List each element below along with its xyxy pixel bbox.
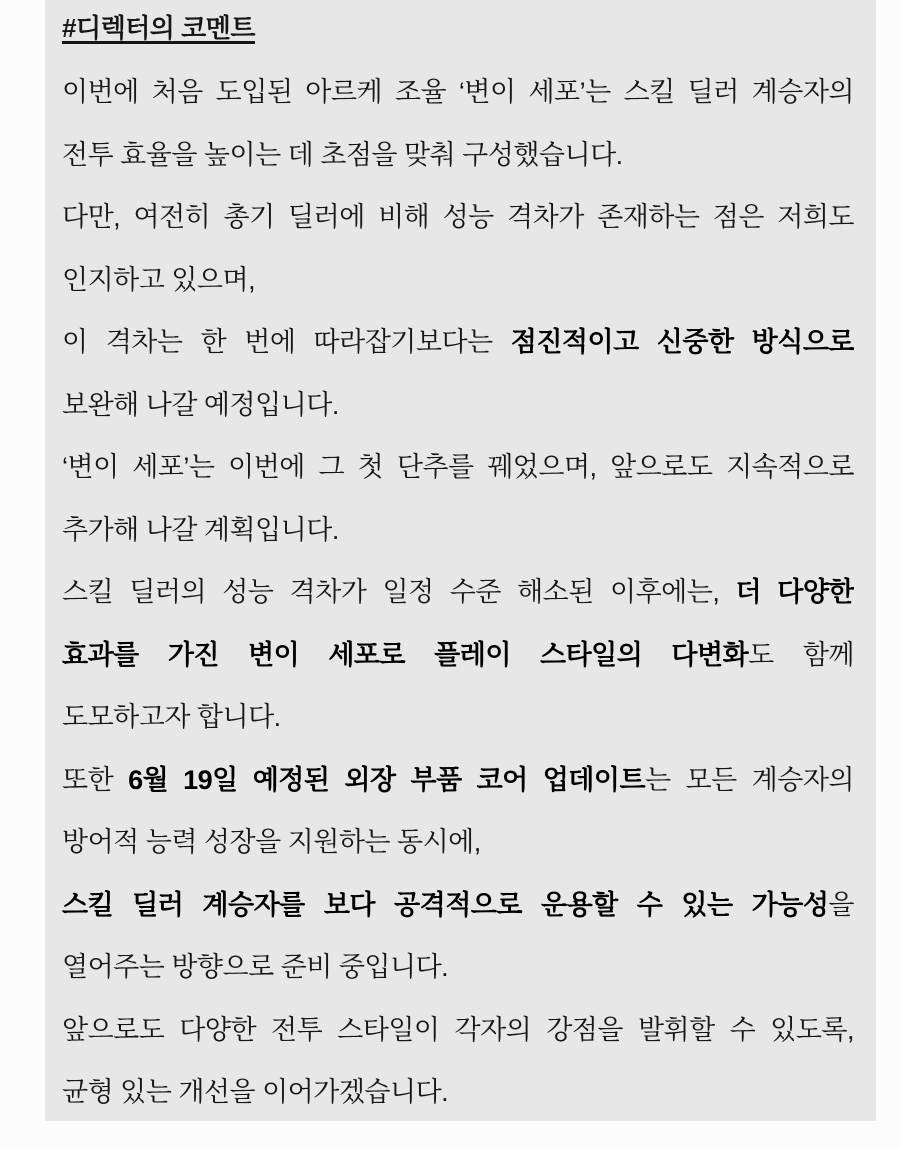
bold-text-segment: 더 다양한 <box>735 577 854 607</box>
comment-body <box>62 61 854 1121</box>
comment-line <box>62 249 854 312</box>
text-segment: 도 함께 <box>748 639 854 670</box>
comment-line <box>62 624 854 687</box>
comment-line <box>62 311 854 374</box>
text-segment: 앞으로도 다양한 전투 스타일이 각자의 강점을 발휘할 수 있도록, <box>62 1014 854 1045</box>
text-segment: 전투 효율을 높이는 데 초점을 맞춰 구성했습니다. <box>62 139 623 170</box>
bold-text-segment: 점진적이고 신중한 방식으로 <box>510 327 854 357</box>
directors-comment-panel <box>45 0 876 1121</box>
text-segment: 스킬 딜러의 성능 격차가 일정 수준 해소된 이후에는, <box>62 577 736 607</box>
text-segment: ‘변이 세포’는 이번에 그 첫 단추를 꿰었으며, 앞으로도 지속적으로 <box>62 452 854 482</box>
comment-line <box>62 811 854 874</box>
text-segment: 방어적 능력 성장을 지원하는 동시에, <box>62 827 481 857</box>
comment-line <box>62 686 854 749</box>
text-segment: 을 <box>828 889 854 920</box>
text-segment: 열어주는 방향으로 준비 중입니다. <box>62 952 449 982</box>
bold-text-segment: 스킬 딜러 계승자를 보다 공격적으로 운용할 수 있는 가능성 <box>62 889 829 920</box>
text-segment: 추가해 나갈 계획입니다. <box>62 514 339 545</box>
text-segment: 도모하고자 합니다. <box>62 702 281 732</box>
comment-line <box>62 999 854 1062</box>
comment-line <box>62 874 854 937</box>
text-segment: 보완해 나갈 예정입니다. <box>62 389 339 420</box>
text-segment: 이 격차는 한 번에 따라잡기보다는 <box>62 327 511 357</box>
comment-line <box>62 124 854 187</box>
text-segment: 다만, 여전히 총기 딜러에 비해 성능 격차가 존재하는 점은 저희도 <box>62 202 854 232</box>
comment-line <box>62 936 854 999</box>
comment-line <box>62 186 854 249</box>
comment-line <box>62 749 854 812</box>
comment-line <box>62 561 854 624</box>
bold-text-segment: 효과를 가진 변이 세포로 플레이 스타일의 다변화 <box>62 639 749 670</box>
comment-line <box>62 374 854 437</box>
comment-line <box>62 499 854 562</box>
text-segment: 또한 <box>62 764 129 795</box>
text-segment: 인지하고 있으며, <box>62 264 256 295</box>
comment-line <box>62 61 854 124</box>
section-title: #디렉터의 코멘트 <box>62 13 255 43</box>
comment-line <box>62 436 854 499</box>
bold-text-segment: 6월 19일 예정된 외장 부품 코어 업데이트 <box>128 764 646 795</box>
comment-line <box>62 1061 854 1121</box>
text-segment: 이번에 처음 도입된 아르케 조율 ‘변이 세포’는 스킬 딜러 계승자의 <box>62 77 854 107</box>
text-segment: 균형 있는 개선을 이어가겠습니다. <box>62 1077 449 1107</box>
text-segment: 는 모든 계승자의 <box>645 764 854 795</box>
